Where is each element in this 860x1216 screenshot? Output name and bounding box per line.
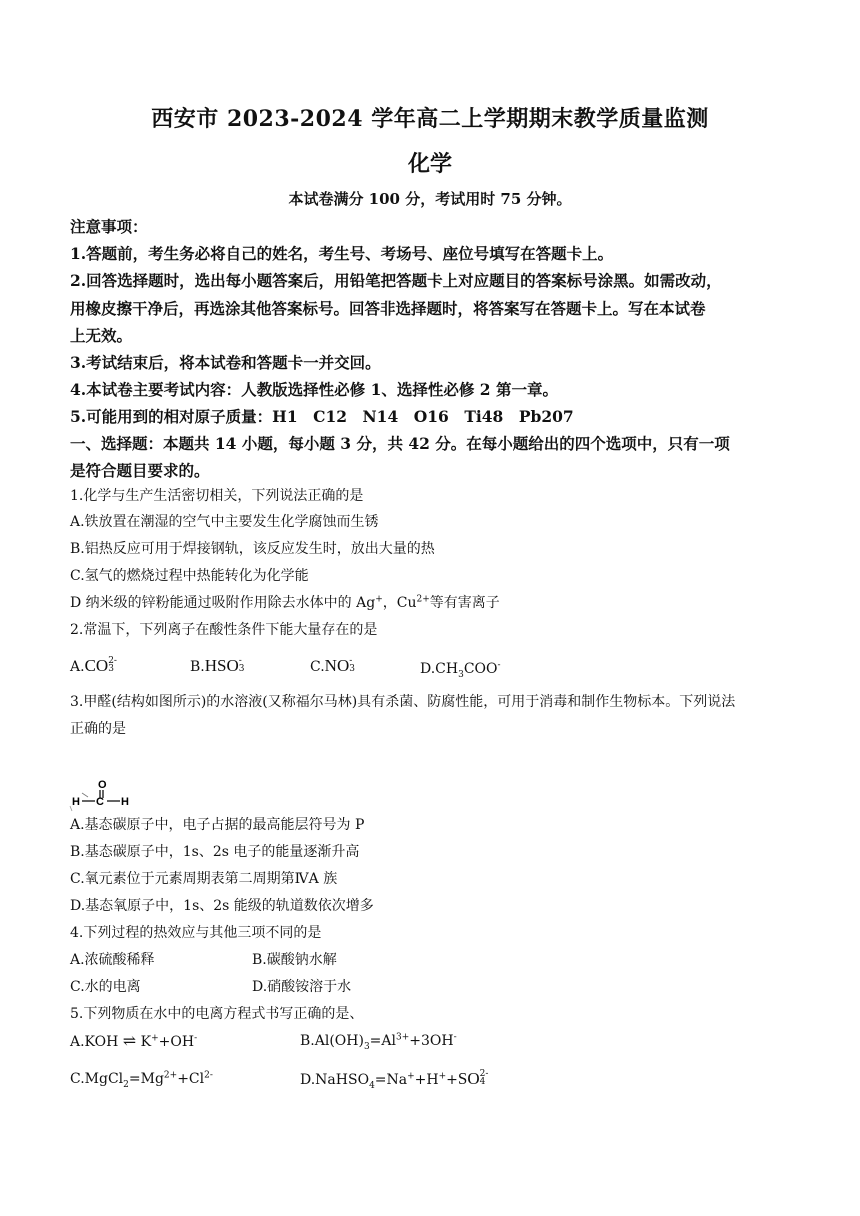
formula: +H xyxy=(414,1072,439,1088)
formula: +OH xyxy=(158,1034,195,1050)
formula: =Al xyxy=(369,1033,396,1049)
option-label: D.CH xyxy=(420,661,459,677)
carbon-atom: C xyxy=(96,796,104,808)
formula: HSO xyxy=(204,656,239,675)
question-stem: 5.下列物质在水中的电离方程式书写正确的是、 xyxy=(70,1006,364,1022)
sup: - xyxy=(453,1032,457,1043)
hydrogen-atom-left: H xyxy=(72,796,80,808)
subject-title: 化学 xyxy=(407,151,452,177)
note-item: 上无效。 xyxy=(70,326,133,345)
sup: + xyxy=(375,594,383,605)
formula: +Cl xyxy=(177,1071,205,1087)
note-item: 2.回答选择题时，选出每小题答案后，用铅笔把答题卡上对应题目的答案标号涂黑。如需改动， xyxy=(70,271,722,290)
formula: D.NaHSO xyxy=(300,1072,370,1088)
option-c: C.水的电离 xyxy=(70,979,141,995)
sup: 2- xyxy=(108,656,117,666)
sub: 2 xyxy=(123,1079,129,1090)
option-c: C.氢气的燃烧过程中热能转化为化学能 xyxy=(70,568,309,584)
sub: 4 xyxy=(369,1080,375,1091)
sup: 3+ xyxy=(396,1032,410,1043)
question-stem: 4.下列过程的热效应与其他三项不同的是 xyxy=(70,925,322,941)
sub: 3 xyxy=(349,664,355,674)
formaldehyde-structure-image xyxy=(68,778,140,812)
sup: - xyxy=(194,1033,198,1044)
sup: - xyxy=(238,656,242,666)
scan-mark xyxy=(82,793,88,797)
option-c: C.氧元素位于元素周期表第二周期第ⅣA 族 xyxy=(70,871,338,887)
sup: - xyxy=(497,660,501,671)
option-d xyxy=(300,1069,488,1090)
charge-stack xyxy=(349,657,355,673)
option-c xyxy=(310,656,355,677)
formula: CO xyxy=(84,656,109,675)
page-title: 西安市 2023-2024 学年高二上学期期末教学质量监测 xyxy=(151,106,709,132)
formula: C.MgCl xyxy=(70,1071,124,1087)
sup: - xyxy=(349,656,353,666)
formula: NO xyxy=(324,656,350,675)
equilibrium-arrow: ⇌ xyxy=(122,1031,137,1050)
formula: =Na xyxy=(374,1072,408,1088)
formula: + xyxy=(446,1072,458,1088)
option-d xyxy=(70,593,790,613)
section-heading-cont: 是符合题目要求的。 xyxy=(70,461,210,480)
option-b xyxy=(300,1031,457,1051)
option-a: A.铁放置在潮湿的空气中主要发生化学腐蚀而生锈 xyxy=(70,514,379,530)
option-d-text: ，Cu xyxy=(382,595,417,611)
sub: 3 xyxy=(108,664,114,674)
option-d-text: D 纳米级的锌粉能通过吸附作用除去水体中的 Ag xyxy=(70,595,376,611)
sup: 2- xyxy=(479,1069,489,1079)
option-label: B. xyxy=(190,659,205,675)
question-stem-cont: 正确的是 xyxy=(70,721,126,737)
option-d: D.硝酸铵溶于水 xyxy=(252,979,352,995)
note-item: 4.本试卷主要考试内容：人教版选择性必修 1、选择性必修 2 第一章。 xyxy=(70,380,558,399)
option-c xyxy=(70,1069,213,1089)
sub: 4 xyxy=(479,1077,486,1087)
formula: SO xyxy=(457,1069,480,1088)
option-b: B.基态碳原子中，1s、2s 电子的能量逐渐升高 xyxy=(70,844,360,860)
formula: K xyxy=(140,1034,152,1050)
option-d xyxy=(420,659,501,679)
sub: 3 xyxy=(363,1041,370,1052)
formula: B.Al(OH) xyxy=(300,1033,364,1049)
note-item: 3.考试结束后，将本试卷和答题卡一并交回。 xyxy=(70,353,381,372)
question-stem: 3.甲醛(结构如图所示)的水溶液(又称福尔马林)具有杀菌、防腐性能，可用于消毒和制作生物标本。下列说法 xyxy=(70,694,736,710)
exam-subtitle: 本试卷满分 100 分，考试用时 75 分钟。 xyxy=(288,190,572,208)
sub: 3 xyxy=(238,664,245,674)
sup: 2+ xyxy=(416,594,430,605)
option-d-text: 等有害离子 xyxy=(429,595,500,611)
sub: 3 xyxy=(458,669,464,680)
option-b: B.碳酸钠水解 xyxy=(252,952,337,968)
question-stem: 1.化学与生产生活密切相关，下列说法正确的是 xyxy=(70,488,364,504)
sup: + xyxy=(407,1071,415,1082)
option-a xyxy=(70,656,117,677)
formula: COO xyxy=(463,661,498,677)
sup: + xyxy=(151,1033,159,1044)
option-label: A. xyxy=(70,659,85,675)
formula: A.KOH xyxy=(70,1034,119,1050)
option-b: B.铝热反应可用于焊接钢轨，该反应发生时，放出大量的热 xyxy=(70,541,435,557)
note-item: 5.可能用到的相对原子质量：H1 C12 N14 O16 Ti48 Pb207 xyxy=(70,407,574,426)
sup: 2- xyxy=(204,1070,213,1081)
note-item: 1.答题前，考生务必将自己的姓名，考生号、考场号、座位号填写在答题卡上。 xyxy=(70,244,614,263)
question-stem: 2.常温下，下列离子在酸性条件下能大量存在的是 xyxy=(70,622,378,638)
note-item: 用橡皮擦干净后，再选涂其他答案标号。回答非选择题时，将答案写在答题卡上。写在本试卷 xyxy=(70,299,706,318)
option-a: A.浓硫酸稀释 xyxy=(70,952,155,968)
formula: =Mg xyxy=(128,1071,164,1087)
option-a: A.基态碳原子中，电子占据的最高能层符号为 P xyxy=(70,817,365,833)
section-heading: 一、选择题：本题共 14 小题，每小题 3 分，共 42 分。在每小题给出的四个选项中，只有一项 xyxy=(70,434,730,453)
charge-stack xyxy=(480,1070,489,1086)
option-b xyxy=(190,656,245,677)
charge-stack xyxy=(239,657,245,673)
option-label: C. xyxy=(310,659,325,675)
oxygen-atom: O xyxy=(98,779,107,791)
notes-heading: 注意事项： xyxy=(70,217,148,236)
sup: + xyxy=(438,1071,447,1082)
charge-stack xyxy=(108,657,117,673)
sup: 2+ xyxy=(163,1070,178,1081)
hydrogen-atom-right: H xyxy=(121,796,129,808)
option-d: D.基态氧原子中，1s、2s 能级的轨道数依次增多 xyxy=(70,898,374,914)
formula: +3OH xyxy=(409,1033,454,1049)
option-a xyxy=(70,1031,197,1052)
